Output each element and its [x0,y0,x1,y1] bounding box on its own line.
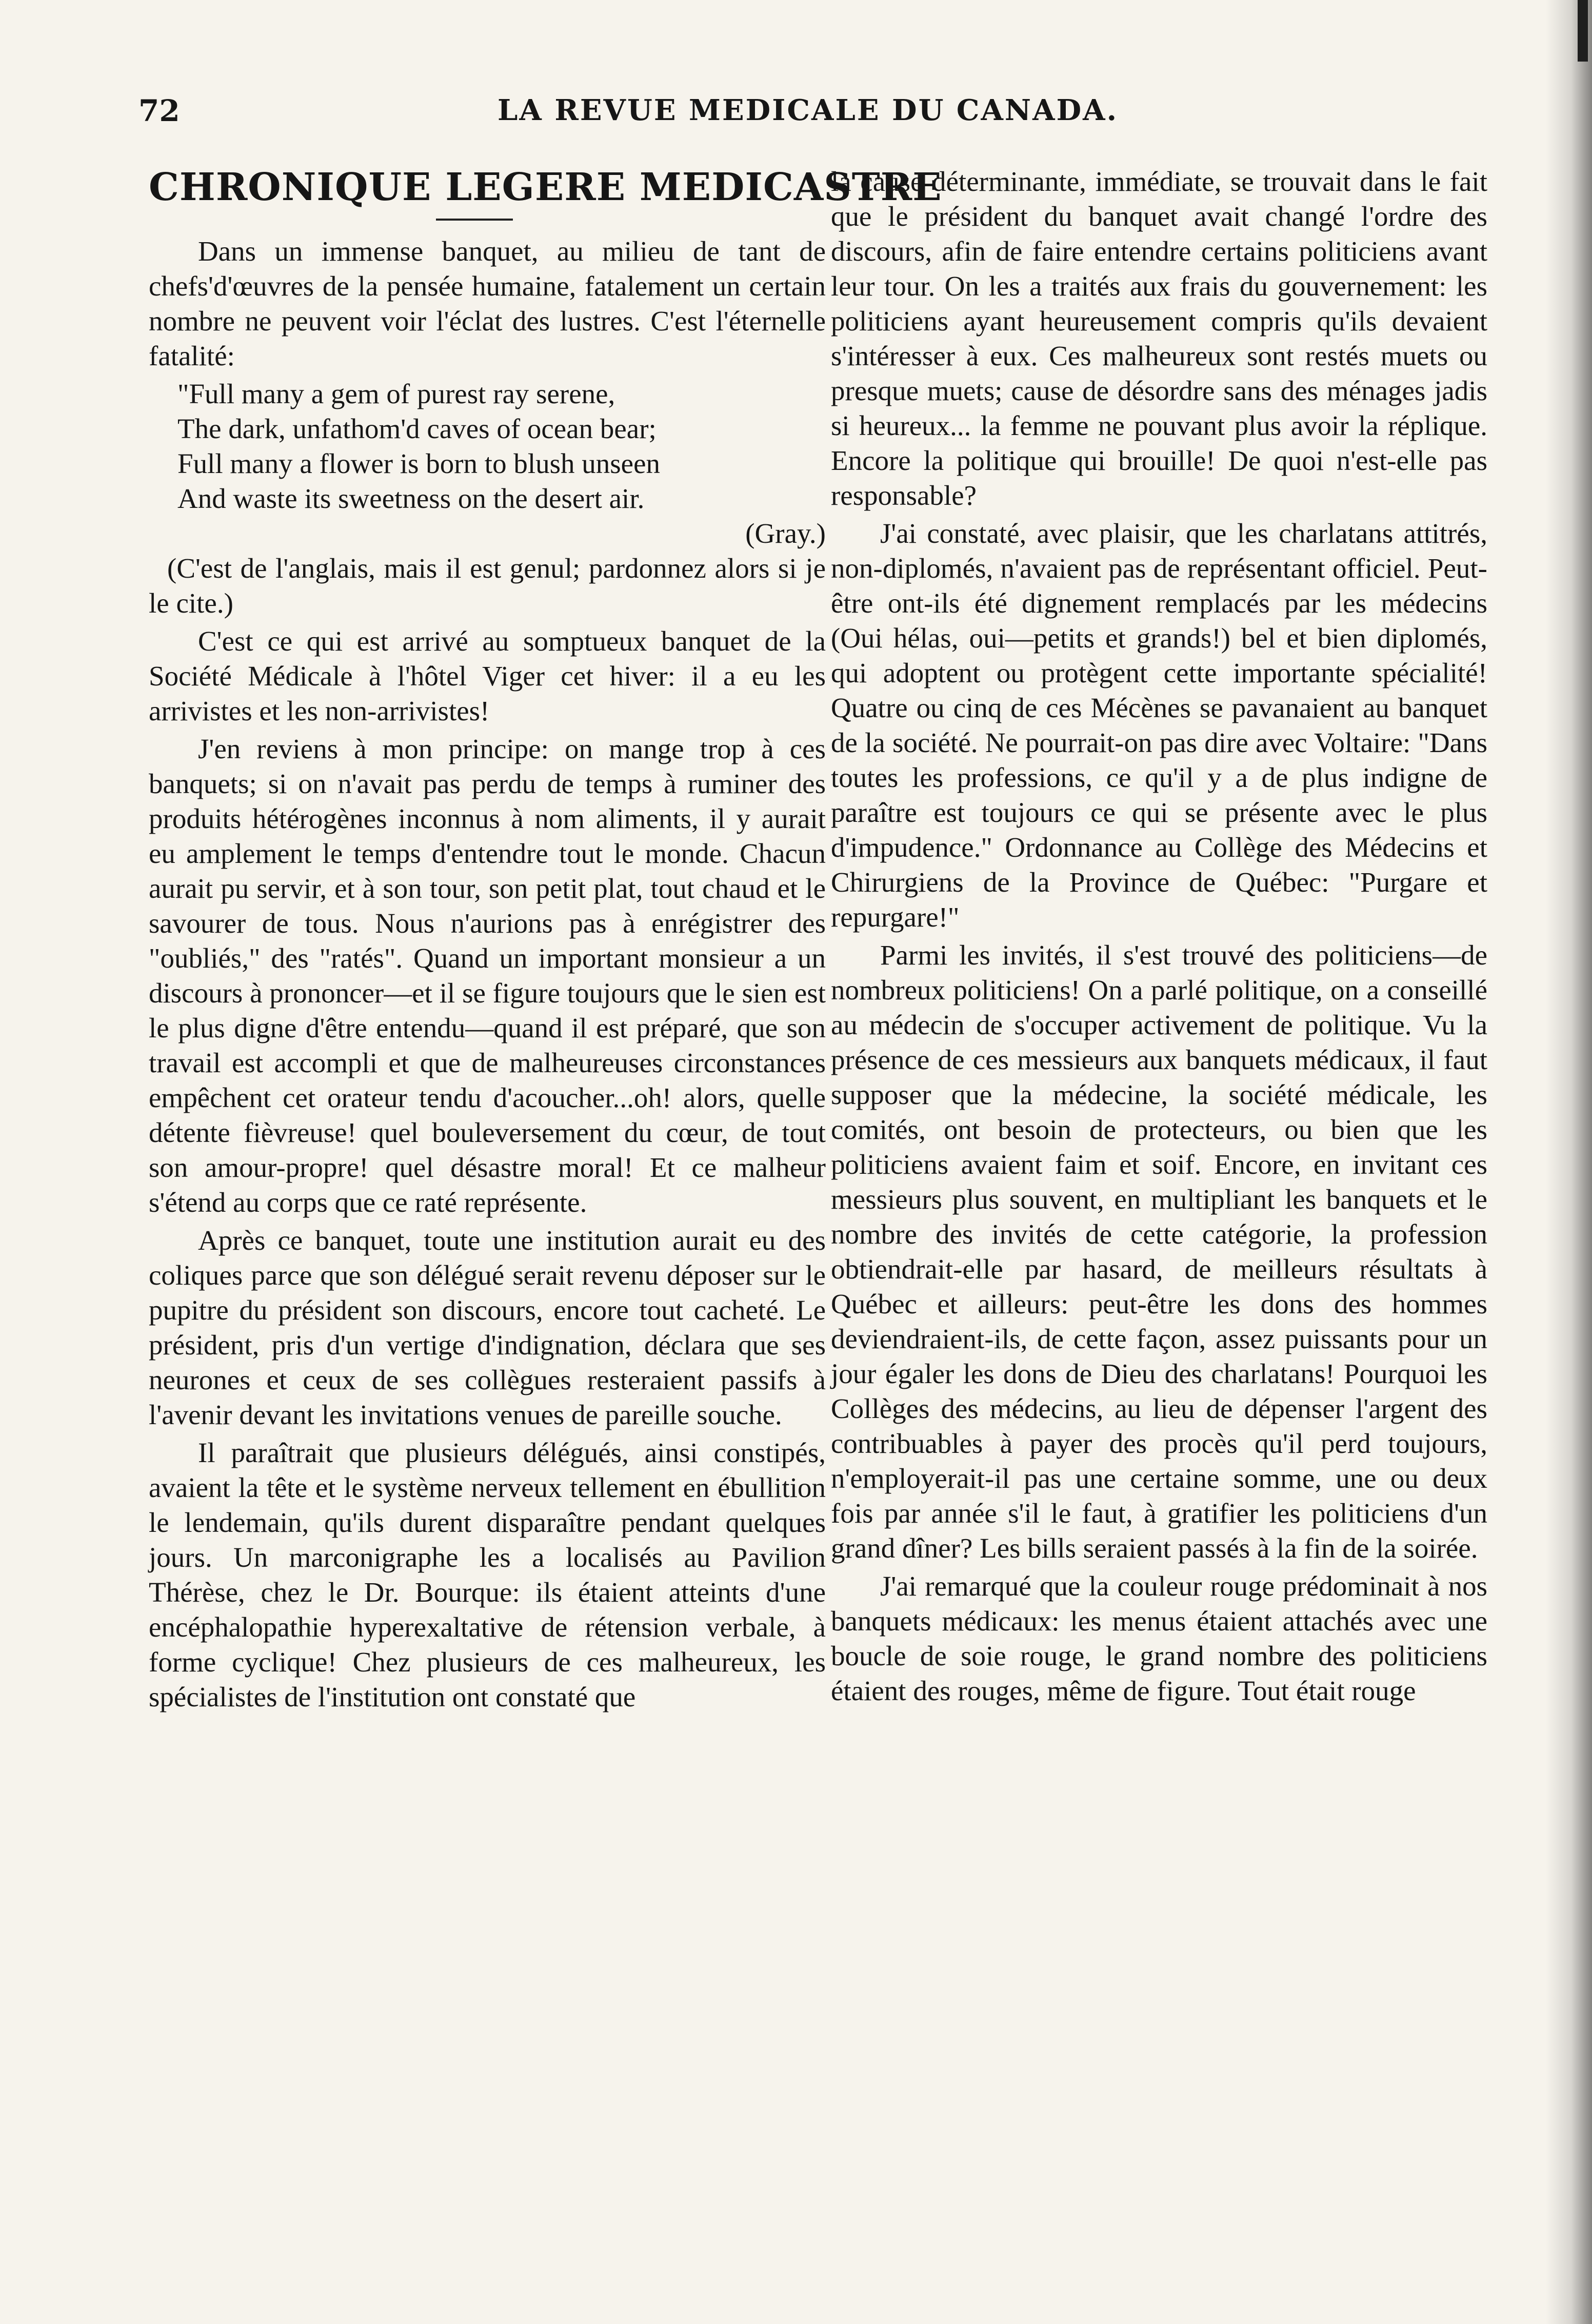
paragraph-aside: (C'est de l'anglais, mais il est genul; pardonnez alors si je le cite.) [149,553,826,619]
paragraph: Dans un immense banquet, au milieu de tant de chefs'd'œuvres de la pensée humaine, fatalement un certain nombre ne peuvent voir l'éclat des lustres. C'est l'éternelle fatalité: [149,235,826,371]
paragraph-continued: la cause déterminante, immédiate, se trouvait dans le fait que le président du banquet avait changé l'ordre des discours, afin de faire entendre certains politiciens avant leur tour. On les a traités aux frais du gouvernement: les politiciens ayant heureusement compris qu'ils devaient s'intéresser à eux. Ces malheureux sont restés muets ou presque muets; cause de désordre sans des ménages jadis si heureux... la femme ne pouvant plus avoir la réplique. Encore la politique qui brouille! De quoi n'est-elle pas responsable? [831,166,1487,511]
paragraph: Il paraîtrait que plusieurs délégués, ainsi constipés, avaient la tête et le système nerveux tellement en ébullition le lendemain, qu'ils durent disparaître pendant quelques jours. Un marconigraphe les a localisés au Pavilion Thérèse, chez le Dr. Bourque: ils étaient atteints d'une encéphalopathie hyperexaltative de rétension verbale, à forme cyclique! Chez plusieurs de ces malheureux, les spécialistes de l'institution ont constaté que [149,1437,826,1712]
running-title: LA REVUE MEDICALE DU CANADA. [497,93,1119,127]
paragraph: Après ce banquet, toute une institution aurait eu des coliques parce que son délégué serait revenu déposer sur le pupitre du président son discours, encore tout cacheté. Le président, pris d'un vertige d'indignation, déclara que ses neurones et ceux de ses collègues resteraient passifs à l'avenir devant les invitations venues de pareille souche. [149,1225,826,1430]
verse-line: The dark, unfathom'd caves of ocean bear; [177,413,656,444]
paragraph: J'ai constaté, avec plaisir, que les charlatans attitrés, non-diplomés, n'avaient pas de représentant officiel. Peut-être ont-ils été dignement remplacés par les médecins (Oui hélas, oui—petits et grands!) bel et bien diplomés, qui adoptent ou protègent cette importante spécialité! Quatre ou cinq de ces Mécènes se pavanaient au banquet de la société. Ne pourrait-on pas dire avec Voltaire: "Dans toutes les professions, ce qu'il y a de plus indigne de paraître est toujours ce qui se présente avec le plus d'impudence." Ordonnance au Collège des Médecins et Chirurgiens de la Province de Québec: "Purgare et repurgare!" [831,518,1487,933]
verse-attribution: (Gray.) [745,518,826,549]
running-header [138,93,1472,134]
paragraph: J'ai remarqué que la couleur rouge prédominait à nos banquets médicaux: les menus étaient attachés avec une boucle de soie rouge, le grand nombre des politiciens étaient des rouges, même de figure. Tout était rouge [831,1570,1487,1706]
left-column [149,164,942,1718]
verse-line: And waste its sweetness on the desert air. [177,483,645,514]
verse-quote [177,377,826,551]
paragraph: Parmi les invités, il s'est trouvé des politiciens—de nombreux politiciens! On a parlé politique, on a conseillé au médecin de s'occuper activement de politique. Vu la présence de ces messieurs aux banquets médicaux, il faut supposer que la médecine, la société médicale, les comités, ont besoin de protecteurs, ou bien que les politiciens avaient faim et soif. Encore, en invitant ces messieurs plus souvent, en multipliant les banquets et le nombre des invités de cette catégorie, la profession obtiendrait-elle par hasard, de meilleurs résultats à Québec et ailleurs: peut-être les dons des hommes deviendraient-ils, de cette façon, assez puissants pour un jour égaler les dons de Dieu des charlatans! Pourquoi les Collèges des médecins, au lieu de dépenser l'argent des contribuables à payer des procès qu'il perd toujours, n'employerait-il pas une certaine somme, une ou deux fois par année s'il le faut, à gratifier les politiciens d'un grand dîner? Les bills seraient passés à la fin de la soirée. [831,939,1487,1564]
verse-line: "Full many a gem of purest ray serene, [177,378,615,409]
paragraph: J'en reviens à mon principe: on mange trop à ces banquets; si on n'avait pas perdu de temps à ruminer des produits hétérogènes inconnus à nom aliments, il y aurait eu amplement le temps d'entendre tout le monde. Chacun aurait pu servir, et à son tour, son petit plat, tout chaud et le savourer de tous. Nous n'aurions pas à enrégistrer des "oubliés," des "ratés". Quand un important monsieur a un discours à prononcer—et il se figure toujours que le sien est le plus digne d'être entendu—quand il est préparé, que son travail est accompli et que de malheureuses circonstances empêchent cet orateur tendu d'acoucher...oh! alors, quelle détente fièvreuse! quel bouleversement du cœur, de tout son amour-propre! quel désastre moral! Et ce malheur s'étend au corps que ce raté représente. [149,733,826,1218]
article-title: CHRONIQUE LEGERE MEDICASTRE [149,165,942,209]
right-column [831,164,1487,1711]
binding-mark [1578,0,1588,62]
page-number: 72 [138,93,180,128]
verse-line: Full many a flower is born to blush unseen [177,448,660,479]
paragraph: C'est ce qui est arrivé au somptueux banquet de la Société Médicale à l'hôtel Viger cet hiver: il a eu les arrivistes et les non-arrivistes! [149,625,826,726]
page-edge-shadow [1546,0,1592,2324]
title-divider [436,219,513,221]
